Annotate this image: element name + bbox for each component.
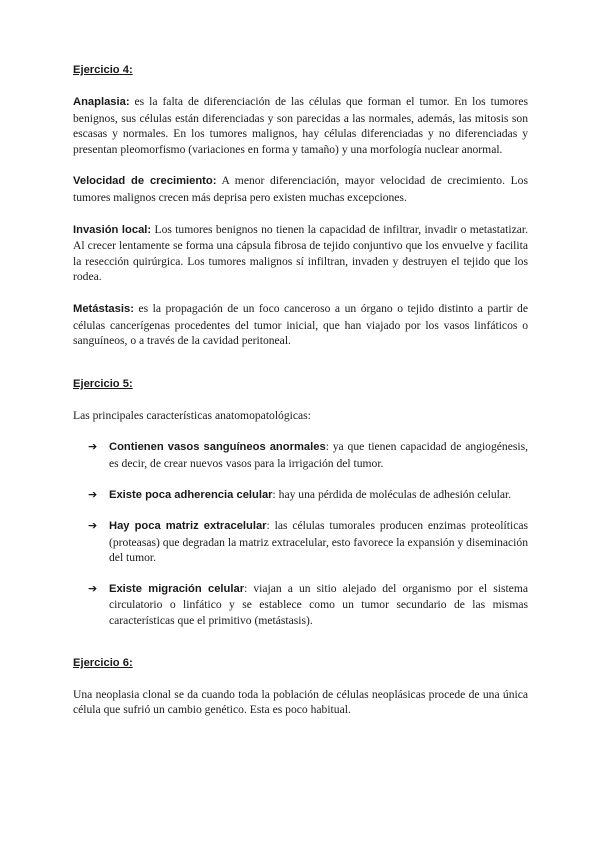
- metastasis-text: es la propagación de un foco canceroso a un órgano o tejido distinto a partir de células cancerígenas procedentes del tumor inicial, que han viajado por los vasos linfáticos o sanguíneos, o a través de la cavidad peritoneal.: [73, 301, 528, 348]
- document-page: [73, 63, 528, 734]
- anaplasia-term: Anaplasia:: [73, 96, 130, 108]
- ex5-intro: Las principales características anatomopatológicas:: [73, 408, 311, 422]
- arrow-bullet-icon: ➔: [88, 581, 98, 595]
- list-item-term: Existe poca adherencia celular: [109, 488, 273, 501]
- ejercicio-4-heading: Ejercicio 4:: [73, 64, 133, 76]
- list-item: [73, 581, 528, 629]
- metastasis-paragraph: [73, 301, 528, 349]
- invasion-term: Invasión local:: [73, 223, 152, 236]
- invasion-paragraph: [73, 222, 528, 285]
- metastasis-term: Metástasis:: [73, 302, 134, 315]
- list-item-term: Contienen vasos sanguíneos anormales: [109, 441, 326, 454]
- ex6-paragraph: Una neoplasia clonal se da cuando toda la población de células neoplásicas procede de una única célula que sufrió un cambio genético. Esta es poco habitual.: [73, 687, 528, 717]
- list-item: [73, 487, 528, 504]
- arrow-bullet-icon: ➔: [88, 440, 98, 454]
- arrow-bullet-icon: ➔: [88, 487, 98, 501]
- list-item-text: : hay una pérdida de moléculas de adhesión celular.: [272, 487, 512, 501]
- list-item: [73, 439, 528, 471]
- anaplasia-paragraph: [73, 94, 528, 157]
- anaplasia-text: es la falta de diferenciación de las células que forman el tumor. En los tumores benignos, sus células están diferenciadas y son parecidas a las normales, además, las mitosis son escasas y normales. En los tumores malignos, hay células diferenciadas y no diferenciadas y presentan pleomorfismo (variaciones en forma y tamaño) y una morfología nuclear anormal.: [73, 95, 528, 156]
- ejercicio-5-heading: Ejercicio 5:: [73, 377, 133, 390]
- characteristics-list: [73, 439, 528, 628]
- list-item-text: : viajan a un sitio alejado del organismo por el sistema circulatorio o linfático y se establece como un tumor secundario de las mismas características que el primitivo (metástasis).: [109, 581, 528, 628]
- arrow-bullet-icon: ➔: [88, 519, 98, 533]
- section-spacer: [73, 644, 528, 656]
- section-spacer: [73, 365, 528, 377]
- velocidad-text: A menor diferenciación, mayor velocidad de crecimiento. Los tumores malignos crecen más deprisa pero existen muchas excepciones.: [73, 174, 528, 204]
- ejercicio-6-heading: Ejercicio 6:: [73, 656, 133, 669]
- list-item-text: : ya que tienen capacidad de angiogénesis, es decir, de crear nuevos vasos para la irrigación del tumor.: [109, 440, 528, 470]
- velocidad-term: Velocidad de crecimiento:: [73, 175, 217, 188]
- velocidad-paragraph: [73, 173, 528, 205]
- list-item-text: : las células tumorales producen enzimas proteolíticas (proteasas) que degradan la matriz extracelular, esto favorece la expansión y diseminación del tumor.: [109, 519, 528, 565]
- list-item-term: Existe migración celular: [109, 582, 245, 595]
- list-item: [73, 518, 528, 566]
- invasion-text: Los tumores benignos no tienen la capacidad de infiltrar, invadir o metastatizar. Al crecer lentamente se forma una cápsula fibrosa de tejido conjuntivo que los envuelve y facilita la resección quirúrgica. Los tumores malignos sí infiltran, invaden y destruyen el tejido que los rodea.: [73, 222, 529, 284]
- list-item-term: Hay poca matriz extracelular: [109, 520, 267, 533]
